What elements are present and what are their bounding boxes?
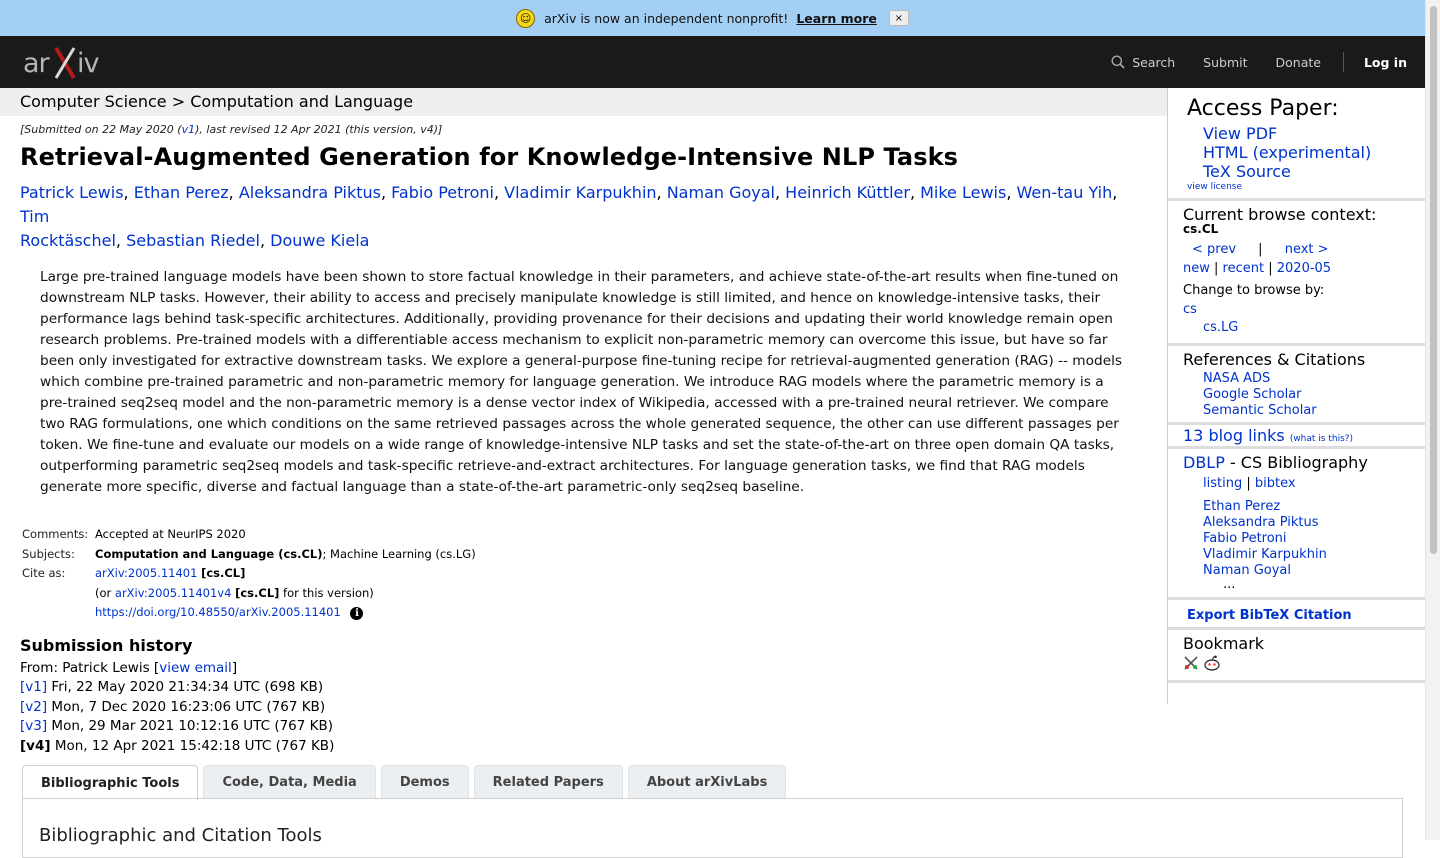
export-box	[1168, 600, 1426, 630]
access-paper-title: Access Paper:	[1187, 96, 1339, 121]
author-link[interactable]: Mike Lewis	[920, 183, 1007, 202]
semantic-scholar-link[interactable]: Semantic Scholar	[1203, 403, 1317, 418]
prev-next-separator: |	[1258, 242, 1263, 257]
comments-row	[20, 525, 478, 545]
view-pdf-link[interactable]: View PDF	[1203, 124, 1278, 143]
smiley-icon: ☺	[516, 9, 535, 28]
version-date: Mon, 29 Mar 2021 10:12:16 UTC (767 KB)	[47, 718, 334, 735]
version-date: Mon, 7 Dec 2020 16:23:06 UTC (767 KB)	[47, 698, 326, 715]
tab-about-arxivlabs[interactable]: About arXivLabs	[628, 765, 787, 799]
search-label: Search	[1132, 54, 1176, 70]
author-link[interactable]: Douwe Kiela	[270, 231, 370, 250]
nav-divider	[1343, 52, 1344, 72]
author-separator: ,	[259, 231, 271, 250]
comments-label: Comments:	[22, 527, 89, 541]
html-link[interactable]: HTML (experimental)	[1203, 143, 1372, 162]
sidebar	[1167, 88, 1426, 704]
new-recent-row	[1183, 260, 1411, 278]
submission-history-title: Submission history	[20, 635, 193, 655]
version-tag[interactable]: [v1]	[20, 679, 48, 696]
tab-panel-heading: Bibliographic and Citation Tools	[39, 825, 322, 846]
author-separator: ,	[656, 183, 667, 202]
comments-value: Accepted at NeurIPS 2020	[95, 527, 246, 541]
dblp-ellipsis: ...	[1223, 577, 1236, 592]
info-icon[interactable]: i	[350, 607, 363, 620]
browse-context-value: cs.CL	[1183, 222, 1219, 236]
author-separator: ,	[228, 183, 239, 202]
next-link[interactable]: next >	[1284, 242, 1329, 257]
paper-main	[20, 116, 1150, 756]
month-link[interactable]: 2020-05	[1276, 261, 1332, 276]
blog-links-link[interactable]: 13 blog links	[1183, 426, 1285, 445]
dblp-rest: - CS Bibliography	[1224, 453, 1368, 472]
version-row	[20, 737, 1150, 756]
tab-related-papers[interactable]: Related Papers	[474, 765, 623, 799]
secondary-subject: ; Machine Learning (cs.LG)	[322, 546, 476, 561]
cite-row	[20, 564, 478, 623]
author-link[interactable]: Fabio Petroni	[391, 183, 494, 202]
tab-bibliographic-tools[interactable]: Bibliographic Tools	[22, 765, 198, 800]
recent-link[interactable]: recent	[1222, 261, 1265, 276]
abstract: Large pre-trained language models have been shown to store factual knowledge in their parameters, and achieve state-of-the-art results when fine-tuned on downstream NLP tasks. However, their ability to access and precisely manipulate knowledge is still limited, and hence on knowledge-intensive tasks, their performance lags behind task-specific architectures. Additionally, providing provenance for their decisions and updating their world knowledge remain open research problems. Pre-trained models with a differentiable access mechanism to explicit non-parametric memory can overcome this issue, but have so far been only investigated for extractive downstream tasks. We explore a general-purpose fine-tuning recipe for retrieval-augmented generation (RAG) -- models which combine pre-trained parametric and non-parametric memory for language generation. We introduce RAG models where the parametric memory is a pre-trained seq2seq model and the non-parametric memory is a dense vector index of Wikipedia, accessed with a pre-trained neural retriever. We compare two RAG formulations, one which conditions on the same retrieved passages across the whole generated sequence, the other can use different passages per token. We fine-tune and evaluate our models on a wide range of knowledge-intensive NLP tasks and set the state-of-the-art on three open domain QA tasks, outperforming parametric seq2seq models and task-specific retrieve-and-extract architectures. For language generation tasks, we find that RAG models generate more specific, diverse and factual language than a state-of-the-art parametric-only seq2seq baseline.	[40, 269, 1123, 495]
version-row	[20, 698, 1150, 717]
dblp-author-link[interactable]: Naman Goyal	[1203, 563, 1291, 578]
dblp-box	[1168, 449, 1426, 600]
author-link[interactable]: Wen-tau Yih	[1016, 183, 1113, 202]
cite-id-link[interactable]: arXiv:2005.11401	[95, 566, 198, 580]
tex-source-link[interactable]: TeX Source	[1203, 162, 1291, 181]
site-header	[0, 36, 1425, 88]
version-tag[interactable]: [v2]	[20, 698, 48, 715]
dblp-author-list	[1183, 499, 1411, 579]
close-icon[interactable]: ×	[889, 10, 909, 26]
banner-text: arXiv is now an independent nonprofit!	[544, 10, 789, 26]
from-pre: From: Patrick Lewis [	[20, 659, 160, 676]
reddit-icon[interactable]	[1203, 655, 1221, 671]
version-date: Mon, 12 Apr 2021 15:42:18 UTC (767 KB)	[50, 737, 335, 754]
author-link[interactable]: Patrick Lewis	[20, 183, 124, 202]
sep-1: |	[1214, 261, 1219, 276]
author-link[interactable]: Sebastian Riedel	[126, 231, 260, 250]
dblp-link[interactable]: DBLP	[1183, 453, 1225, 472]
version-row	[20, 717, 1150, 736]
dateline-v1-link[interactable]: v1	[181, 123, 196, 136]
subjects-label: Subjects:	[22, 546, 75, 561]
browse-cslg-link[interactable]: cs.LG	[1203, 320, 1239, 335]
author-link[interactable]: Rocktäschel	[20, 231, 116, 250]
listing-link[interactable]: listing	[1203, 476, 1243, 491]
primary-subject: Computation and Language (cs.CL)	[95, 546, 323, 561]
bookmark-icons	[1183, 655, 1411, 671]
references-title: References & Citations	[1183, 350, 1366, 369]
dblp-links-row	[1203, 475, 1411, 493]
dblp-author-link[interactable]: Fabio Petroni	[1203, 531, 1287, 546]
author-separator: ,	[775, 183, 786, 202]
bookmark-box	[1168, 630, 1426, 683]
browse-context-title: Current browse context:	[1183, 205, 1377, 224]
author-link[interactable]: Vladimir Karpukhin	[504, 183, 657, 202]
dateline-pre: [Submitted on 22 May 2020 (	[20, 123, 182, 136]
bibtex-link[interactable]: bibtex	[1254, 476, 1296, 491]
scrollbar-thumb[interactable]	[1430, 6, 1437, 554]
subjects-row	[20, 545, 478, 565]
author-separator: ,	[1006, 183, 1017, 202]
dblp-author-link[interactable]: Vladimir Karpukhin	[1203, 547, 1327, 562]
browse-cs-link[interactable]: cs	[1183, 302, 1197, 317]
view-license-link[interactable]: view license	[1187, 182, 1243, 192]
arxiv-logo[interactable]	[22, 42, 112, 82]
author-link[interactable]: Tim	[20, 207, 50, 226]
version-list	[20, 678, 1150, 756]
prev-next-row	[1192, 241, 1411, 259]
learn-more-link[interactable]: Learn more	[796, 10, 877, 26]
google-scholar-link[interactable]: Google Scholar	[1203, 387, 1302, 402]
donate-link[interactable]: Donate	[1275, 54, 1321, 70]
author-link[interactable]: Heinrich Küttler	[785, 183, 910, 202]
submission-history	[20, 636, 1150, 756]
access-paper-box	[1168, 88, 1426, 201]
browse-context-box	[1168, 201, 1426, 346]
version-row	[20, 678, 1150, 697]
history-from	[20, 659, 1150, 678]
change-browse-label: Change to browse by:	[1183, 283, 1325, 298]
version-tag: [v4]	[20, 737, 51, 754]
dblp-title	[1183, 453, 1411, 472]
new-link[interactable]: new	[1183, 261, 1210, 276]
tab-code-data-media[interactable]: Code, Data, Media	[203, 765, 375, 799]
cite-v4-tag: [cs.CL]	[235, 585, 280, 600]
login-link[interactable]: Log in	[1363, 54, 1407, 70]
arxiv-logo-icon	[22, 42, 112, 82]
view-email-link[interactable]: view email	[159, 659, 232, 676]
labs-tabs	[22, 765, 791, 799]
references-box	[1168, 346, 1426, 425]
cite-or-pre: (or	[95, 585, 115, 600]
bibsonomy-icon[interactable]	[1183, 655, 1199, 671]
tab-demos[interactable]: Demos	[381, 765, 469, 799]
header-nav	[1083, 36, 1407, 88]
dblp-author-link[interactable]: Aleksandra Piktus	[1203, 515, 1319, 530]
bookmark-title: Bookmark	[1183, 634, 1265, 653]
version-date: Fri, 22 May 2020 21:34:34 UTC (698 KB)	[47, 679, 324, 696]
cite-tag: [cs.CL]	[201, 566, 246, 580]
author-link[interactable]: Aleksandra Piktus	[238, 183, 381, 202]
authors-line-2	[20, 229, 1150, 253]
author-separator: ,	[909, 183, 921, 202]
subjects-value	[93, 545, 478, 565]
author-separator: ,	[123, 183, 134, 202]
author-link[interactable]: Naman Goyal	[666, 183, 775, 202]
from-post: ]	[231, 659, 238, 676]
svg-text:ar: ar	[23, 48, 49, 79]
author-separator: ,	[493, 183, 505, 202]
paper-title: Retrieval-Augmented Generation for Knowledge-Intensive NLP Tasks	[20, 143, 959, 171]
submit-link[interactable]: Submit	[1203, 54, 1248, 70]
author-list	[20, 181, 1150, 253]
cite-value	[93, 564, 478, 623]
announcement-banner	[0, 0, 1425, 36]
tab-panel	[22, 798, 1403, 858]
cite-label: Cite as:	[22, 566, 66, 580]
author-separator: ,	[1112, 183, 1118, 202]
doi-link[interactable]: https://doi.org/10.48550/arXiv.2005.11401	[95, 605, 341, 619]
version-tag[interactable]: [v3]	[20, 718, 48, 735]
authors-line-1	[20, 181, 1150, 229]
author-separator: ,	[381, 183, 392, 202]
cite-v4-link[interactable]: arXiv:2005.11401v4	[114, 585, 232, 600]
submission-dateline	[20, 123, 1150, 136]
nasa-ads-link[interactable]: NASA ADS	[1203, 371, 1271, 386]
page-scrollbar[interactable]	[1425, 0, 1440, 840]
metadata-table	[20, 525, 1150, 623]
dblp-sep: |	[1246, 476, 1251, 491]
what-is-this-link[interactable]: (what is this?)	[1289, 434, 1354, 444]
prev-link[interactable]: < prev	[1192, 242, 1237, 257]
cite-or-post: for this version)	[279, 585, 374, 600]
breadcrumb[interactable]: Computer Science > Computation and Language	[0, 88, 1168, 116]
dateline-post: ), last revised 12 Apr 2021 (this version, v4)]	[195, 123, 443, 136]
sep-2: |	[1268, 261, 1273, 276]
author-separator: ,	[115, 231, 127, 250]
export-bibtex-link[interactable]: Export BibTeX Citation	[1187, 608, 1352, 623]
blog-links-box	[1168, 425, 1426, 449]
search-button[interactable]	[1111, 55, 1175, 70]
dblp-author-link[interactable]: Ethan Perez	[1203, 499, 1281, 514]
search-icon	[1111, 55, 1125, 69]
svg-text:iv: iv	[77, 48, 99, 79]
author-link[interactable]: Ethan Perez	[133, 183, 229, 202]
